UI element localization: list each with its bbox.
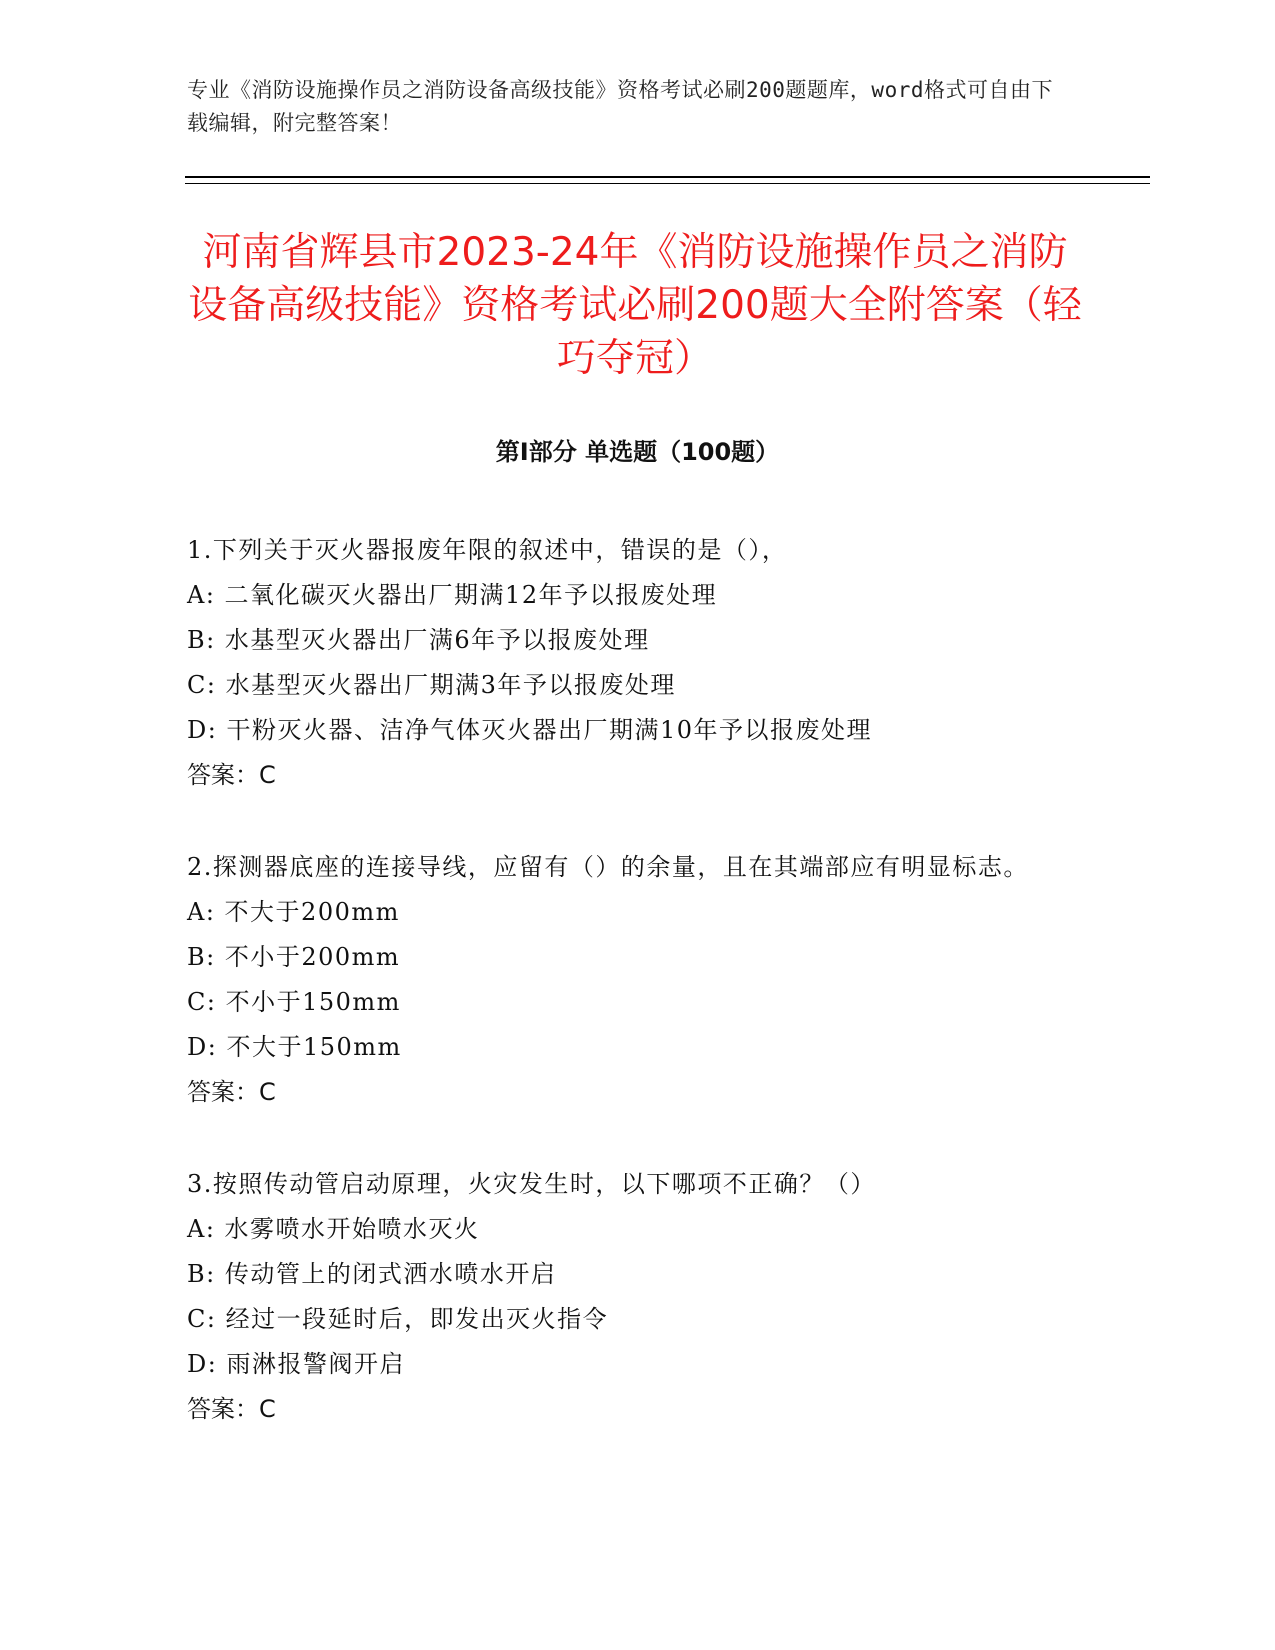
option-d: D: 不大于150mm	[187, 1033, 402, 1061]
header-note: 专业《消防设施操作员之消防设备高级技能》资格考试必刷200题题库，word格式可自由下载编辑，附完整答案！	[187, 78, 1053, 135]
question-1	[187, 528, 1067, 798]
option-c: C: 水基型灭火器出厂期满3年予以报废处理	[187, 671, 676, 699]
option-a: A: 二氧化碳灭火器出厂期满12年予以报废处理	[187, 581, 718, 609]
question-list	[187, 528, 1067, 1479]
option-d: D: 干粉灭火器、洁净气体灭火器出厂期满10年予以报废处理	[187, 716, 872, 744]
header-rule-thick	[185, 176, 1150, 178]
option-d: D: 雨淋报警阀开启	[187, 1350, 405, 1378]
question-stem: 1.下列关于灭火器报废年限的叙述中，错误的是（），	[187, 536, 788, 564]
option-b: B: 传动管上的闭式洒水喷水开启	[187, 1260, 557, 1288]
option-b: B: 不小于200mm	[187, 943, 401, 971]
option-b: B: 水基型灭火器出厂满6年予以报废处理	[187, 626, 650, 654]
option-a: A: 不大于200mm	[187, 898, 400, 926]
section-title: 第Ⅰ部分 单选题（100题）	[495, 438, 780, 466]
question-3	[187, 1162, 1067, 1432]
question-2	[187, 845, 1067, 1115]
question-stem: 2.探测器底座的连接导线，应留有（）的余量，且在其端部应有明显标志。	[187, 853, 1029, 881]
option-c: C: 经过一段延时后，即发出灭火指令	[187, 1305, 609, 1333]
answer: 答案：C	[187, 761, 276, 789]
answer: 答案：C	[187, 1395, 276, 1423]
option-a: A: 水雾喷水开始喷水灭火	[187, 1215, 480, 1243]
answer: 答案：C	[187, 1078, 276, 1106]
document-title: 河南省辉县市2023-24年《消防设施操作员之消防设备高级技能》资格考试必刷200题大全附答案（轻巧夺冠）	[188, 230, 1082, 381]
option-c: C: 不小于150mm	[187, 988, 401, 1016]
question-stem: 3.按照传动管启动原理，火灾发生时，以下哪项不正确？（）	[187, 1170, 876, 1198]
header-rule-thin	[185, 183, 1150, 184]
